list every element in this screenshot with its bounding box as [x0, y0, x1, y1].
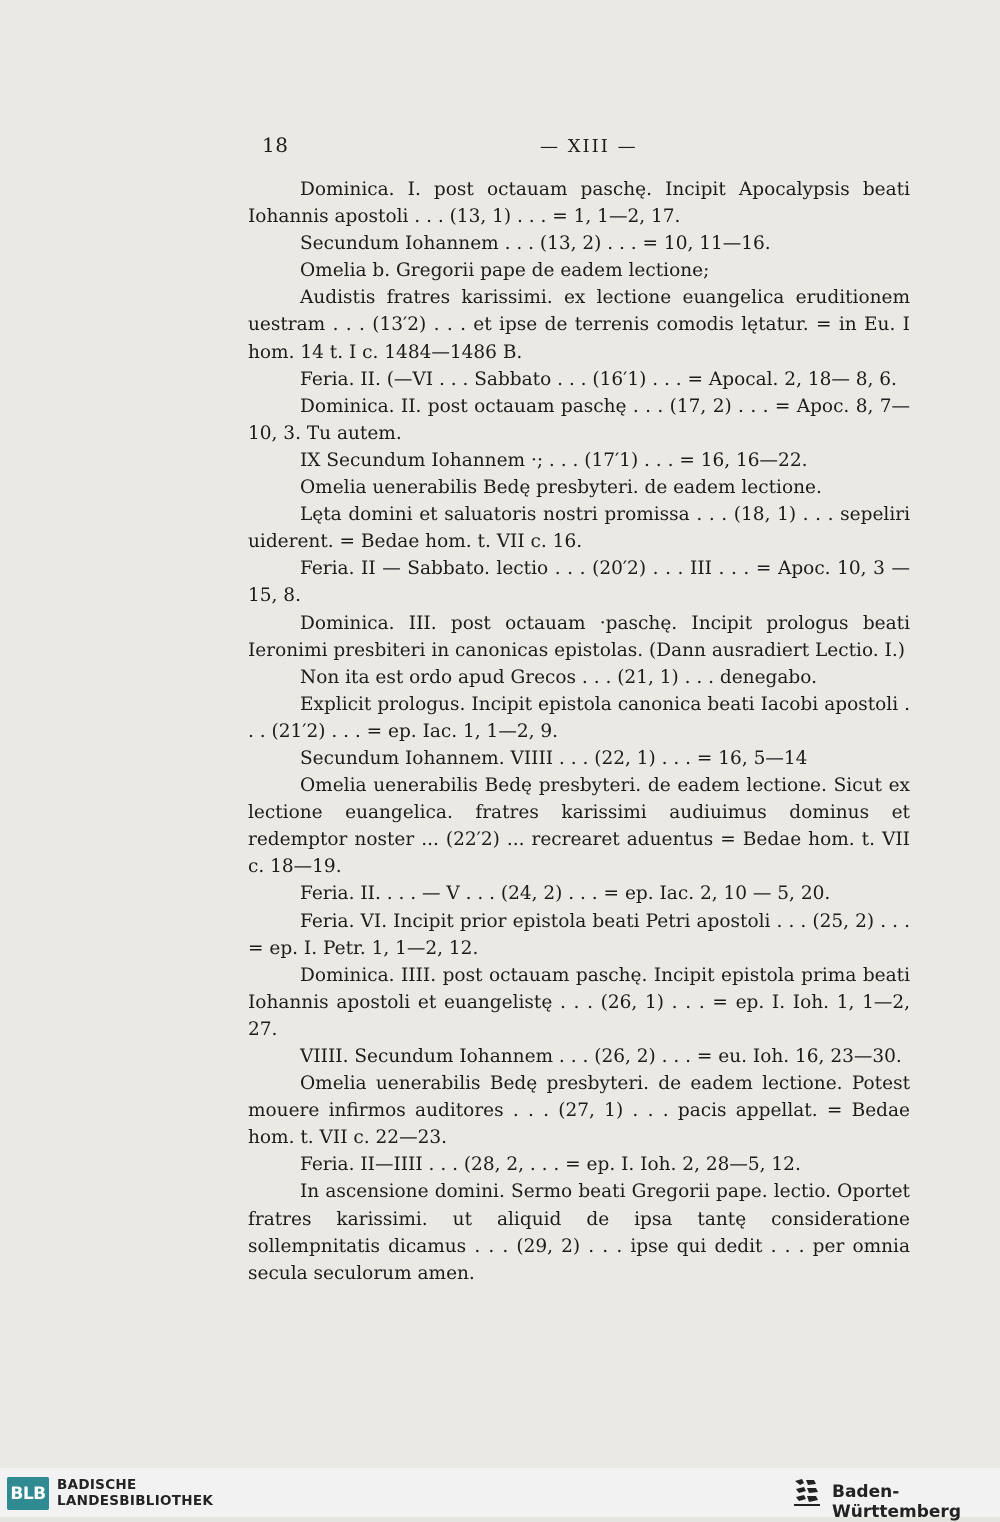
library-name-line1: BADISCHE: [57, 1477, 137, 1493]
paragraph: Dominica. II. post octauam paschę . . . (17, 2) . . . = Apoc. 8, 7— 10, 3. Tu autem.: [248, 395, 910, 444]
library-name[interactable]: [57, 1477, 213, 1509]
state-name[interactable]: Baden-Württemberg: [832, 1482, 961, 1522]
coat-of-arms-icon: [792, 1477, 822, 1508]
paragraph: Feria. II. (—VI . . . Sabbato . . . (16′1) . . . = Apocal. 2, 18— 8, 6.: [300, 368, 897, 390]
paragraph: Non ita est ordo apud Grecos . . . (21, 1) . . . denegabo.: [300, 666, 817, 688]
paragraph: Omelia b. Gregorii pape de eadem lectione;: [300, 260, 710, 282]
paragraph: Feria. II—IIII . . . (28, 2, . . . = ep. I. Ioh. 2, 28—5, 12.: [300, 1154, 801, 1176]
paragraph: Omelia uenerabilis Bedę presbyteri. de eadem lectione.: [300, 477, 822, 499]
paragraph: Lęta domini et saluatoris nostri promissa . . . (18, 1) . . . sepeliri uiderent. = Bedae hom. t. VII c. 16.: [248, 504, 910, 553]
paragraph: Feria. VI. Incipit prior epistola beati Petri apostoli . . . (25, 2) . . . = ep. I. Petr. 1, 1—2, 12.: [248, 910, 910, 959]
footer-bar: [0, 1468, 1000, 1522]
paragraph: In ascensione domini. Sermo beati Gregorii pape. lectio. Oportet fratres karissimi. ut aliquid de ipsa tantę consideratione sollempnitatis dicamus . . . (29, 2) . . . ipse qui dedit . . . per omnia secula seculorum amen.: [248, 1181, 910, 1284]
paragraph: IX Secundum Iohannem ·; . . . (17′1) . . . = 16, 16—22.: [300, 449, 808, 471]
paragraph: Omelia uenerabilis Bedę presbyteri. de eadem lectione. Potest mouere infirmos auditores . . . (27, 1) . . . pacis appellat. = Bedae hom. t. VII c. 22—23.: [248, 1073, 910, 1149]
paragraph: Dominica. I. post octauam paschę. Incipit Apocalypsis beati Iohannis apostoli . . . (13, 1) . . . = 1, 1—2, 17.: [248, 179, 910, 228]
paragraph: Dominica. III. post octauam ·paschę. Incipit prologus beati Ieronimi presbiteri in canonicas epistolas. (Dann ausradiert Lectio. I.): [248, 612, 910, 661]
paragraph: Feria. II — Sabbato. lectio . . . (20′2) . . . III . . . = Apoc. 10, 3 —15, 8.: [248, 558, 910, 607]
paragraph: Secundum Iohannem . . . (13, 2) . . . = 10, 11—16.: [300, 233, 771, 255]
paragraph: Feria. II. . . . — V . . . (24, 2) . . . = ep. Iac. 2, 10 — 5, 20.: [300, 883, 831, 905]
page-number: 18: [262, 133, 289, 157]
running-head: — XIII —: [540, 136, 638, 157]
body-text: [248, 176, 910, 1287]
paragraph: Secundum Iohannem. VIIII . . . (22, 1) . . . = 16, 5—14: [300, 747, 808, 769]
paragraph: Omelia uenerabilis Bedę presbyteri. de eadem lectione. Sicut ex lectione euangelica. fratres karissimi audiuimus dominus et redemptor noster ... (22′2) ... recrearet aduentus = Bedae hom. t. VII c. 18—19.: [248, 775, 910, 878]
library-name-line2: LANDESBIBLIOTHEK: [57, 1493, 214, 1509]
paragraph: Audistis fratres karissimi. ex lectione euangelica eruditionem uestram . . . (13′2) . . . et ipse de terrenis comodis lętatur. = in Eu. I hom. 14 t. I c. 1484—1486 B.: [248, 287, 910, 363]
paragraph: Dominica. IIII. post octauam paschę. Incipit epistola prima beati Iohannis apostoli et euangelistę . . . (26, 1) . . . = ep. I. Ioh. 1, 1—2, 27.: [248, 964, 910, 1040]
paragraph: Explicit prologus. Incipit epistola canonica beati Iacobi apostoli . . . (21′2) . . . = ep. Iac. 1, 1—2, 9.: [248, 693, 910, 742]
blb-logo-text: BLB: [10, 1483, 46, 1504]
paragraph: VIIII. Secundum Iohannem . . . (26, 2) . . . = eu. Ioh. 16, 23—30.: [300, 1046, 902, 1067]
blb-logo[interactable]: [7, 1477, 49, 1510]
